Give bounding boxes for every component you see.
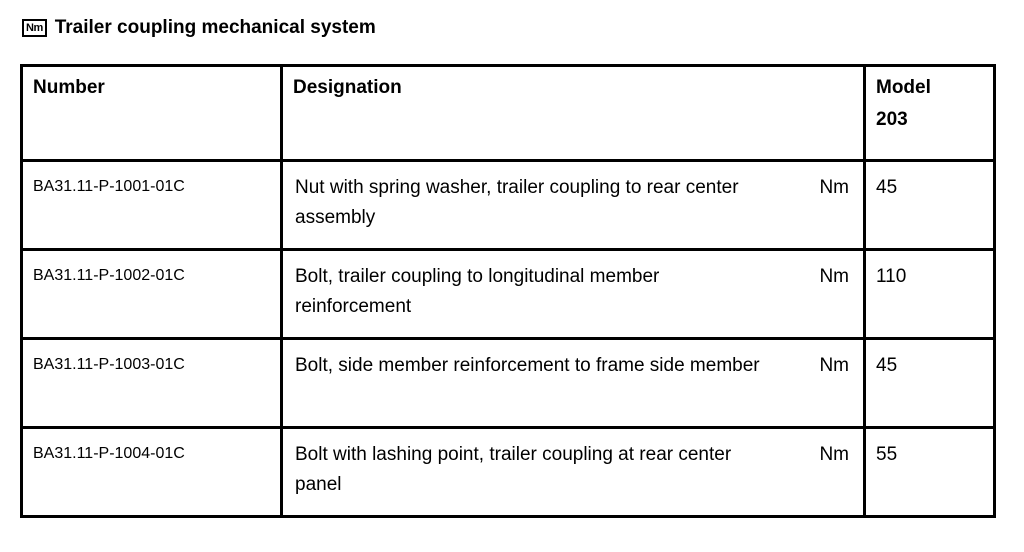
table-row (22, 161, 995, 250)
table-row (22, 339, 995, 428)
column-header-number: Number (22, 66, 282, 161)
unit-label: Nm (819, 177, 849, 198)
cell-value: 45 (865, 161, 995, 250)
cell-designation: Bolt, side member reinforcement to frame side member Nm (282, 339, 865, 428)
model-number: 203 (876, 109, 908, 130)
column-header-designation: Designation (282, 66, 865, 161)
table-row (22, 250, 995, 339)
cell-designation: Bolt, trailer coupling to longitudinal member reinforcement Nm (282, 250, 865, 339)
nm-icon: Nm (22, 19, 47, 37)
cell-designation: Bolt with lashing point, trailer coupling at rear center panel Nm (282, 428, 865, 517)
cell-number: BA31.11-P-1003-01C (22, 339, 282, 428)
cell-value: 55 (865, 428, 995, 517)
table-header-row (22, 66, 995, 161)
torque-table (20, 64, 996, 518)
section-header (22, 17, 376, 39)
column-header-model: Model 203 (865, 66, 995, 161)
unit-label: Nm (819, 266, 849, 287)
cell-number: BA31.11-P-1004-01C (22, 428, 282, 517)
unit-label: Nm (819, 444, 849, 465)
cell-value: 45 (865, 339, 995, 428)
unit-label: Nm (819, 355, 849, 376)
cell-value: 110 (865, 250, 995, 339)
table-row (22, 428, 995, 517)
cell-number: BA31.11-P-1002-01C (22, 250, 282, 339)
cell-designation: Nut with spring washer, trailer coupling to rear center assembly Nm (282, 161, 865, 250)
cell-number: BA31.11-P-1001-01C (22, 161, 282, 250)
page-title: Trailer coupling mechanical system (54, 17, 376, 38)
